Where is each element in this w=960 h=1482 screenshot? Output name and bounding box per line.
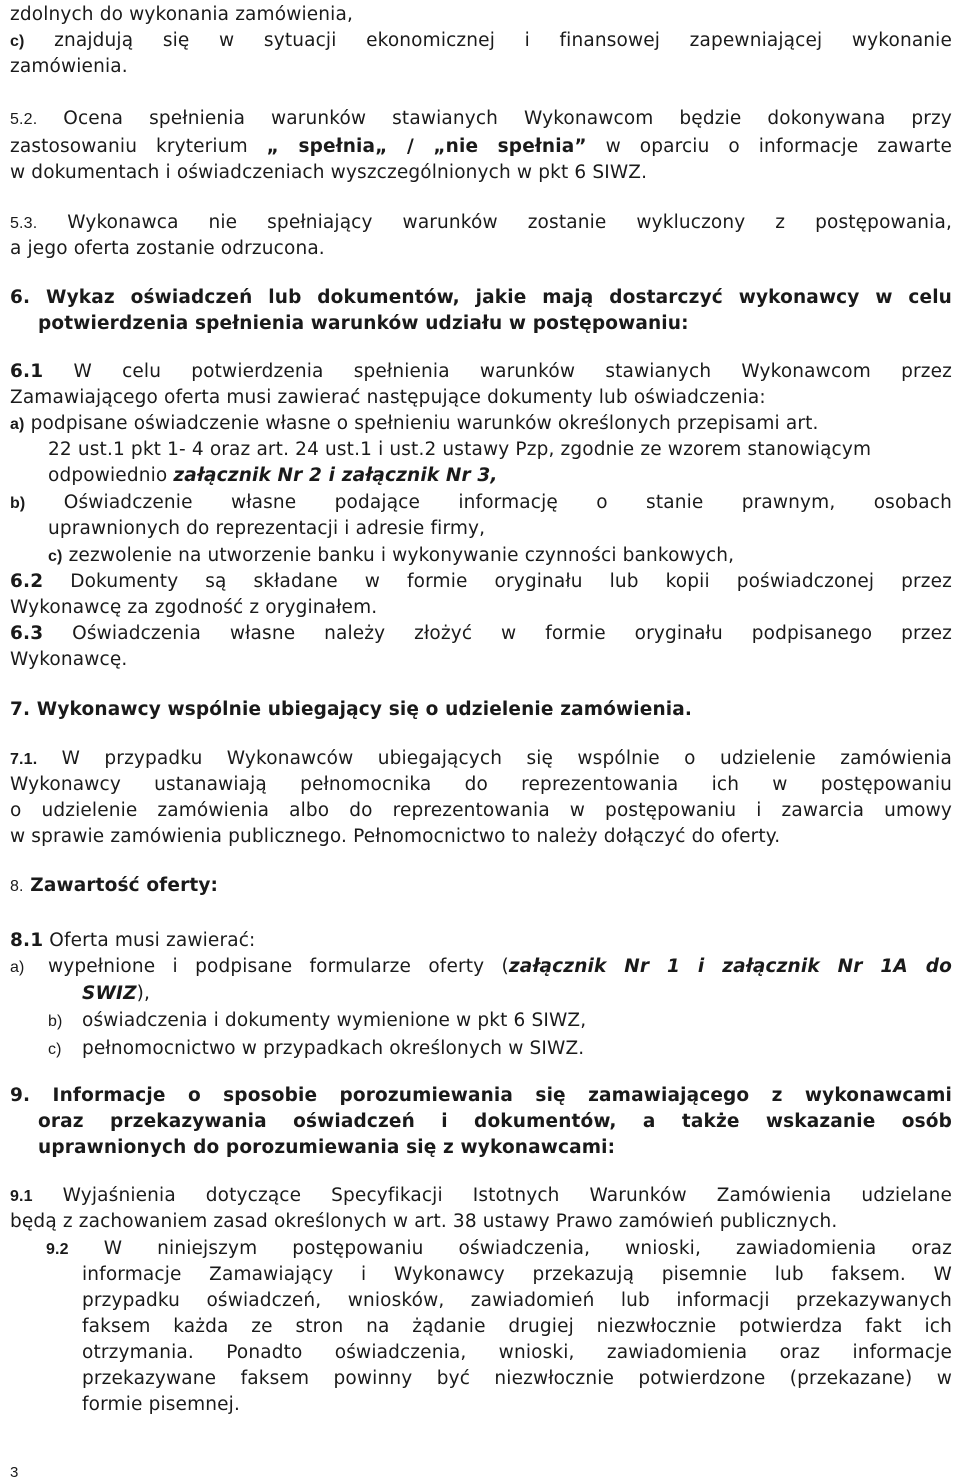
list-item-c: c) pełnomocnictwo w przypadkach określonych w SIWZ. (10, 1036, 952, 1062)
section-number: 6.2 (10, 571, 44, 592)
text-line: formie pisemnej. (82, 1394, 240, 1415)
section-number: 9.1 (10, 1188, 33, 1205)
section-7-1: 7.1. W przypadku Wykonawców ubiegających się wspólnie o udzielenie zamówienia (10, 748, 952, 769)
section-5-3: 5.3. Wykonawca nie spełniający warunków zostanie wykluczony z postępowania, (10, 212, 952, 233)
heading-6: 6. Wykaz oświadczeń lub dokumentów, jakie mają dostarczyć wykonawcy w celu (10, 287, 952, 308)
text-line: zdolnych do wykonania zamówienia, (10, 4, 353, 25)
section-number: 5.2. (10, 111, 38, 128)
heading-9: 9. Informacje o sposobie porozumiewania się zamawiającego z wykonawcami (10, 1085, 952, 1106)
section-number: 6. (10, 287, 31, 308)
section-6-2: 6.2 Dokumenty są składane w formie oryginału lub kopii poświadczonej przez (10, 571, 952, 592)
text-line: zastosowaniu kryterium „ spełnia„ / „nie spełnia” w oparciu o informacje zawarte (10, 136, 952, 157)
text-line: a jego oferta zostanie odrzucona. (10, 238, 325, 259)
attachment-reference: załącznik Nr 2 i załącznik Nr 3, (173, 465, 498, 486)
text-line: otrzymania. Ponadto oświadczenia, wnioski, zawiadomienia oraz informacje (82, 1342, 952, 1363)
section-number: 6.3 (10, 623, 44, 644)
section-6-3: 6.3 Oświadczenia własne należy złożyć w formie oryginału podpisanego przez (10, 623, 952, 644)
text-line: przekazywane faksem powinny być niezwłocznie potwierdzone (przekazane) w (82, 1368, 952, 1389)
text-line: 22 ust.1 pkt 1- 4 oraz art. 24 ust.1 i ust.2 ustawy Pzp, zgodnie ze wzorem stanowiącym (48, 439, 872, 460)
list-item-b: b) oświadczenia i dokumenty wymienione w pkt 6 SIWZ, (10, 1008, 952, 1034)
text-line: Wykonawcy ustanawiają pełnomocnika do reprezentowania ich w postępowaniu (10, 774, 952, 795)
heading-9-cont: uprawnionych do porozumiewania się z wykonawcami: (38, 1137, 616, 1158)
section-8-1: 8.1 Oferta musi zawierać: (10, 930, 256, 951)
section-number: 7.1. (10, 751, 38, 768)
list-label: a) (10, 959, 25, 976)
heading-8: 8. Zawartość oferty: (10, 875, 219, 896)
section-number: 6.1 (10, 361, 44, 382)
heading-9-cont: oraz przekazywania oświadczeń i dokumentów, a także wskazanie osób (38, 1111, 952, 1132)
text-line: informacje Zamawiający i Wykonawcy przekazują pisemnie lub faksem. W (82, 1264, 952, 1285)
heading-6-cont: potwierdzenia spełnienia warunków udziału w postępowaniu: (38, 313, 689, 334)
text-line: będą z zachowaniem zasad określonych w art. 38 ustawy Prawo zamówień publicznych. (10, 1211, 838, 1232)
list-label: c) (10, 33, 25, 50)
section-number: 8. (10, 878, 24, 895)
section-number: 8.1 (10, 930, 44, 951)
text-line: SWIZ), (82, 983, 151, 1004)
list-item-c: c) znajdują się w sytuacji ekonomicznej i finansowej zapewniającej wykonanie (10, 30, 952, 51)
section-5-2: 5.2. Ocena spełnienia warunków stawianych Wykonawcom będzie dokonywana przy (10, 108, 952, 129)
section-6-1: 6.1 W celu potwierdzenia spełnienia warunków stawianych Wykonawcom przez (10, 361, 952, 382)
text-line: w dokumentach i oświadczeniach wyszczególnionych w pkt 6 SIWZ. (10, 162, 648, 183)
page-number: 3 (10, 1464, 19, 1481)
list-item-b: b) Oświadczenie własne podające informację o stanie prawnym, osobach (10, 492, 952, 513)
text-line: przypadku oświadczeń, wniosków, zawiadomień lub informacji przekazywanych (82, 1290, 952, 1311)
list-item-a: a) wypełnione i podpisane formularze oferty (załącznik Nr 1 i załącznik Nr 1A do (10, 954, 952, 980)
text-line: o udzielenie zamówienia albo do reprezentowania w postępowaniu i zawarcia umowy (10, 800, 952, 821)
list-label: b) (10, 495, 26, 512)
list-label: c) (48, 548, 63, 565)
list-label: c) (48, 1041, 62, 1058)
text-line: zamówienia. (10, 56, 128, 77)
text-line: Wykonawcę. (10, 649, 128, 670)
attachment-reference: załącznik Nr 1 i załącznik Nr 1A do (508, 956, 952, 977)
section-9-1: 9.1 Wyjaśnienia dotyczące Specyfikacji Istotnych Warunków Zamówienia udzielane (10, 1185, 952, 1206)
section-number: 5.3. (10, 215, 38, 232)
list-label: b) (48, 1013, 63, 1030)
text-line: faksem każda ze stron na żądanie drugiej niezwłocznie potwierdza fakt ich (82, 1316, 952, 1337)
text-line: Wykonawcę za zgodność z oryginałem. (10, 597, 378, 618)
text-line: uprawnionych do reprezentacji i adresie firmy, (48, 518, 486, 539)
text-line: Zamawiającego oferta musi zawierać następujące dokumenty lub oświadczenia: (10, 387, 766, 408)
list-item-c: c) zezwolenie na utworzenie banku i wykonywanie czynności bankowych, (48, 545, 735, 566)
section-number: 9. (10, 1085, 31, 1106)
text-line: w sprawie zamówienia publicznego. Pełnomocnictwo to należy dołączyć do oferty. (10, 826, 781, 847)
heading-7: 7. Wykonawcy wspólnie ubiegający się o udzielenie zamówienia. (10, 699, 693, 720)
section-number: 7. (10, 699, 31, 720)
text-line: odpowiednio załącznik Nr 2 i załącznik Nr 3, (48, 465, 498, 486)
list-label: a) (10, 416, 25, 433)
list-item-a: a) podpisane oświadczenie własne o spełnieniu warunków określonych przepisami art. (10, 413, 819, 434)
section-number: 9.2 (46, 1241, 69, 1258)
section-9-2: 9.2 W niniejszym postępowaniu oświadczenia, wnioski, zawiadomienia oraz (46, 1238, 952, 1259)
